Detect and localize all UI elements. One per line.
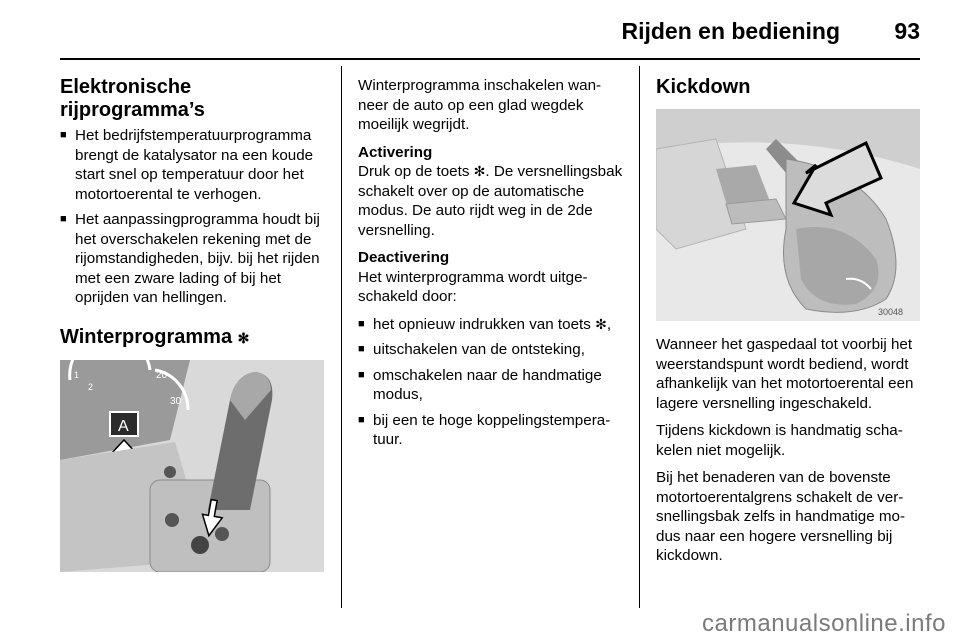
page-header — [60, 12, 920, 52]
paragraph: Tijdens kickdown is handmatig schakelen niet mogelijk. — [656, 422, 903, 459]
figure-code: 30048 — [878, 307, 904, 317]
kickdown-figure — [656, 109, 920, 321]
activation-paragraph — [358, 162, 624, 240]
bullet-list — [60, 126, 326, 308]
deactivation-heading: Deactivering — [358, 249, 450, 266]
section-heading: Kickdown — [656, 76, 751, 98]
snowflake-icon: ✻ — [237, 329, 250, 346]
gauge-tick-label: 20 — [156, 369, 168, 381]
deactivation-paragraph: Het winterprogramma wordt uitgeschakeld door: — [358, 268, 588, 305]
column-middle — [358, 68, 624, 456]
activation-text: Druk op de toets — [358, 163, 470, 180]
page-number: 93 — [894, 18, 920, 44]
bullet-list — [358, 315, 624, 450]
list-item: ■ bij een te hoge koppelingstemperatuur. — [358, 411, 624, 450]
section-heading: Elektronische rijprogramma’s — [60, 76, 205, 121]
list-item: ■ omschakelen naar de handmatige modus, — [358, 366, 624, 405]
list-item-text: het opnieuw indrukken van toets — [373, 315, 591, 333]
list-item: ■ Het aanpassingprogramma houdt bij het overschakelen rekening met de rijomstandigheden, bijv. bij het rijden met een zware lading of bij het oprijden van hellingen. — [60, 210, 326, 308]
display-letter: A — [118, 417, 129, 435]
list-item — [358, 315, 624, 335]
column-left — [60, 68, 326, 572]
gauge-tick-label: 1 — [74, 369, 80, 380]
gauge-tick-label: 2 — [88, 381, 94, 392]
activation-heading: Activering — [358, 143, 433, 161]
column-divider — [639, 66, 640, 608]
gauge-tick-label: 30 — [170, 395, 182, 407]
list-item: ■ Het bedrijfstemperatuurprogramma brengt de katalysator na een koude start snel op temperatuur door het motortoerental te verhogen. — [60, 126, 326, 204]
snowflake-icon: ✻ — [595, 315, 607, 332]
watermark: carmanualsonline.info — [702, 610, 946, 637]
header-rule — [60, 58, 920, 60]
paragraph: Wanneer het gaspedaal tot voorbij het weerstandspunt wordt bediend, wordt afhankelijk van het motortoerental een lagere versnelling ingeschakeld. — [656, 336, 914, 412]
column-right — [656, 68, 922, 574]
section-heading — [60, 326, 326, 350]
page-title: Rijden en bediening — [621, 18, 840, 44]
snowflake-icon: ✻ — [473, 163, 486, 179]
paragraph: Bij het benaderen van de bovenste motortoerentalgrens schakelt de versnellingsbak zelfs in handmatige modus naar een hogere versnelling bij kickdown. — [656, 469, 906, 564]
gear-selector-figure — [60, 360, 324, 572]
intro-paragraph: Winterprogramma inschakelen wanneer de auto op een glad wegdek moeilijk wegrijdt. — [358, 77, 602, 133]
list-item-text: , — [606, 315, 612, 333]
subheading-text: Winterprogramma — [60, 325, 233, 348]
list-item: ■ uitschakelen van de ontsteking, — [358, 340, 624, 360]
column-divider — [341, 66, 342, 608]
activation-text: . De versnellingsbak schakelt over op de automatische modus. De auto rijdt weg in de 2de versnelling. — [358, 163, 623, 239]
